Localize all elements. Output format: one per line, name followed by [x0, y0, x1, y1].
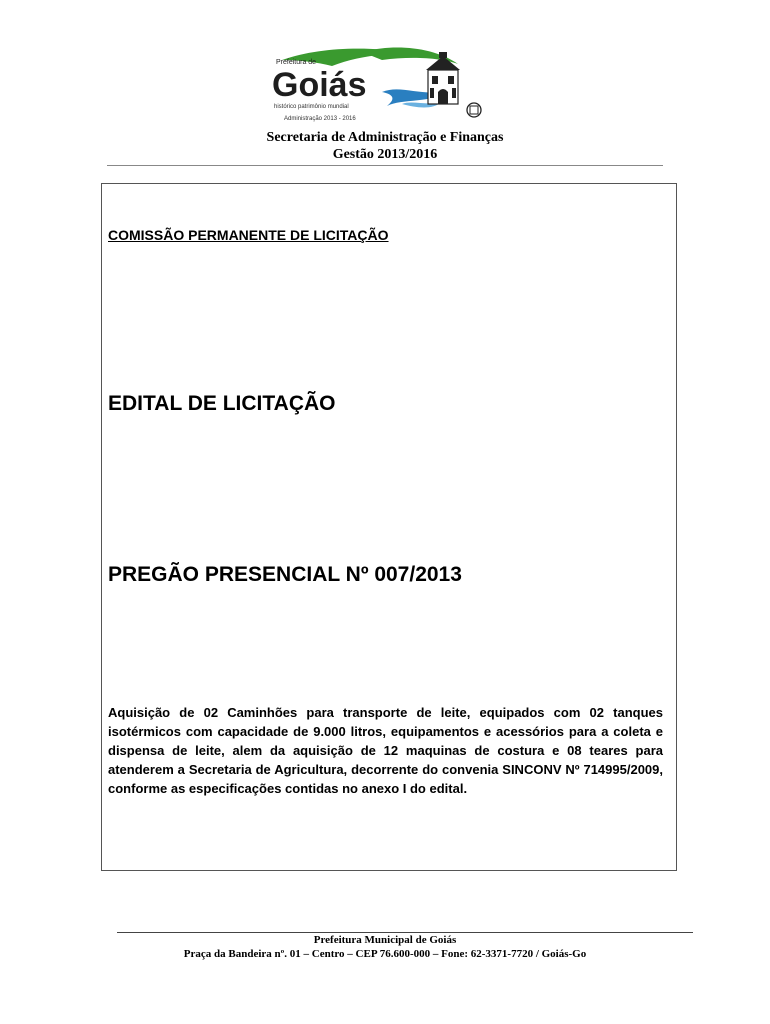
header-divider: [107, 165, 663, 166]
footer-address: Praça da Bandeira nº. 01 – Centro – CEP 76.600-000 – Fone: 62-3371-7720 / Goiás-Go: [183, 948, 587, 960]
logo-administration: Administração 2013 - 2016: [284, 116, 356, 122]
church-tower-icon: [426, 52, 460, 104]
object-description: Aquisição de 02 Caminhões para transporte de leite, equipados com 02 tanques isotérmicos com capacidade de 9.000 litros, equipamentos e acessórios para a coleta e dispensa de leite, alem da aquisição de 12 maquinas de costura e 08 teares para atenderem a Secretaria de Agricultura, decorrente do convenia SINCONV Nº 714995/2009, conforme as especificações contidas no anexo I do edital.: [108, 705, 663, 796]
logo-top-text: Prefeitura de: [276, 59, 317, 66]
footer-divider: [117, 932, 693, 933]
heritage-seal-icon: [467, 103, 481, 117]
footer-institution: Prefeitura Municipal de Goiás: [313, 934, 457, 946]
header-department: Secretaria de Administração e Finanças: [266, 130, 504, 145]
prefeitura-logo: [262, 44, 492, 126]
logo-tagline: histórico patrimônio mundial: [274, 104, 349, 110]
commission-heading: COMISSÃO PERMANENTE DE LICITAÇÃO: [108, 227, 389, 243]
edital-title: EDITAL DE LICITAÇÃO: [108, 392, 336, 415]
pregao-title: PREGÃO PRESENCIAL Nº 007/2013: [108, 563, 462, 586]
logo-name: Goiás: [272, 66, 367, 104]
header-term: Gestão 2013/2016: [332, 147, 438, 162]
